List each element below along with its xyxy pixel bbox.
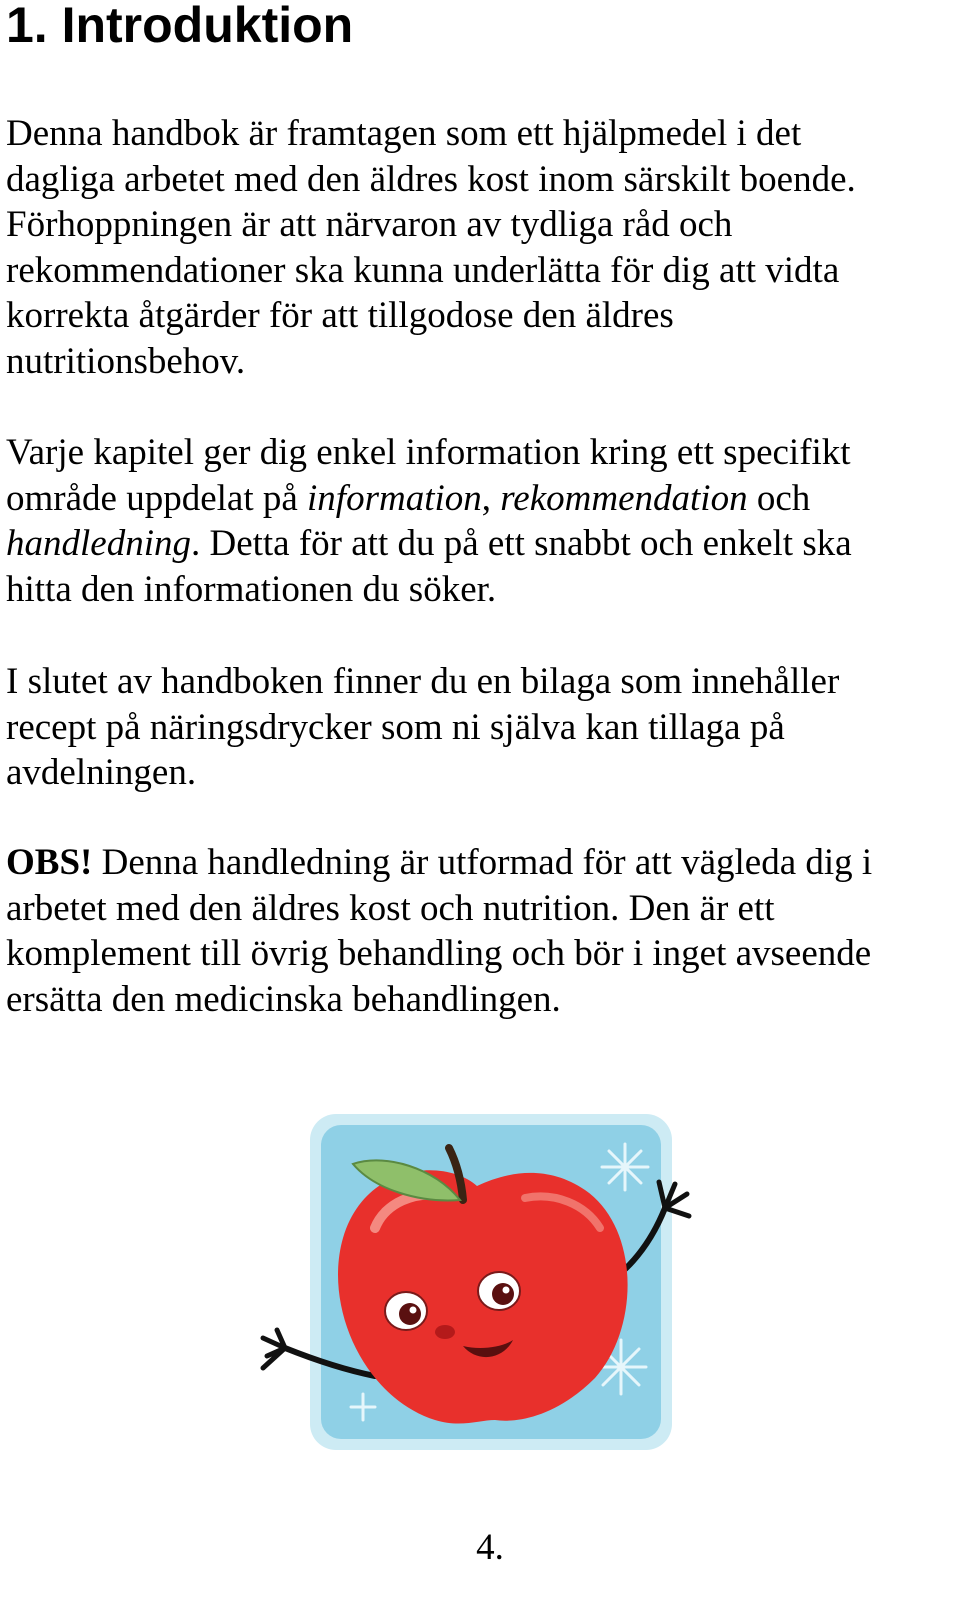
emphasis-guidance: handledning [6,523,191,564]
obs-label: OBS! [6,842,93,883]
page-number [0,1525,960,1570]
text-segment: . Detta för att du på ett snabbt och enkelt ska hitta den informationen du söker. [6,523,852,610]
notice-text: Denna handledning är utformad för att vägleda dig i arbetet med den äldres kost och nutrition. Den är ett komplement till övrig behandling och bör i inget avseende ersätta den medicinska behandlingen. [6,842,873,1020]
emphasis-information: information [307,477,482,519]
chapter-heading: 1. Introduktion [6,0,354,53]
text-segment: , [481,477,501,519]
chapter-structure-paragraph [6,430,946,612]
text-segment: Varje kapitel ger dig enkel information kring ett specifikt område uppdelat på [6,432,851,519]
apple-mascot-icon [255,1108,700,1458]
intro-paragraph: Denna handbok är framtagen som ett hjälpmedel i det dagliga arbetet med den äldres kost inom särskilt boende. Förhoppningen är att närvaron av tydliga råd och rekommendationer ska kunna underlätta för dig att vidta korrekta åtgärder för att tillgodose den äldres nutritionsbehov. [6,113,856,382]
page-number-text: 4. [476,1527,504,1568]
text-segment: och [756,477,811,519]
appendix-paragraph: I slutet av handboken finner du en bilaga som innehåller recept på näringsdrycker som ni själva kan tillaga på avdelningen. [6,661,840,793]
emphasis-recommendation: rekommendation [500,477,748,519]
notice-paragraph [6,840,946,1022]
